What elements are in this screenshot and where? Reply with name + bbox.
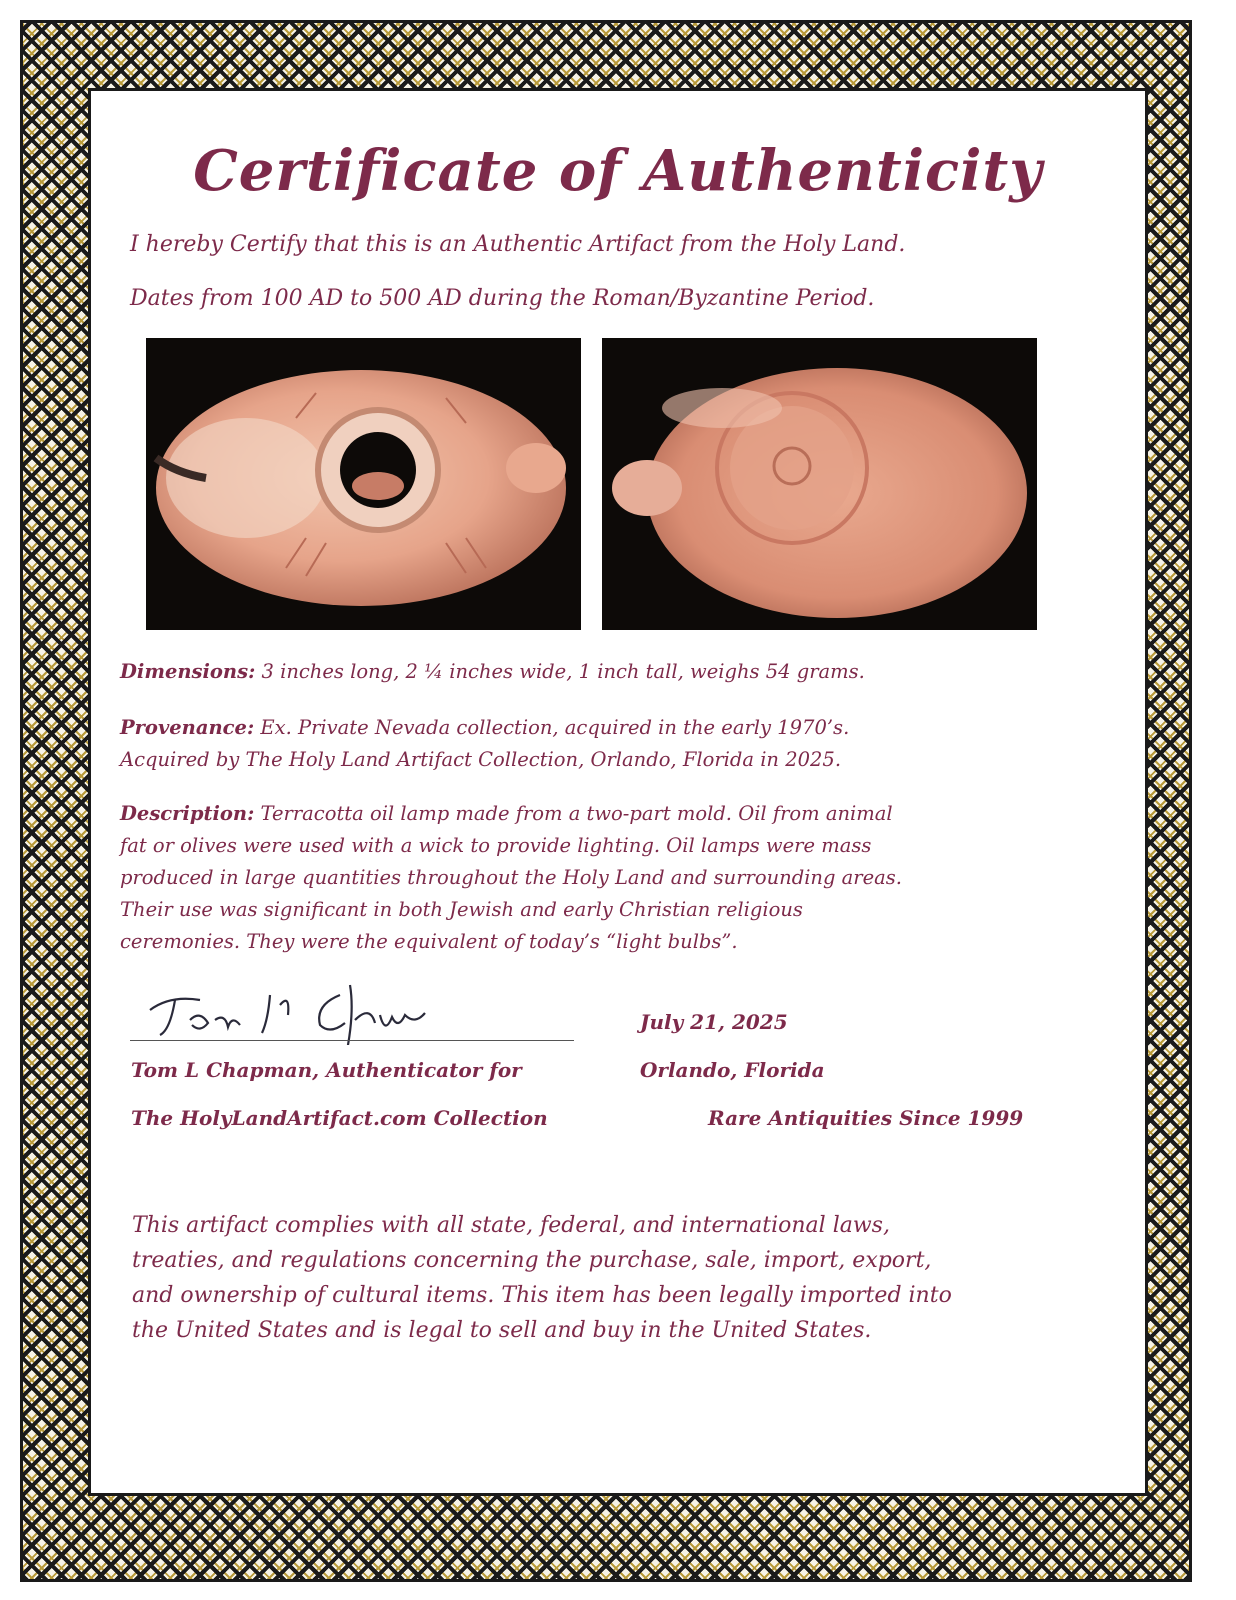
handwritten-signature: [130, 975, 574, 1045]
description-text-5: ceremonies. They were the equivalent of today’s “light bulbs”.: [120, 930, 738, 953]
description-text-1: Terracotta oil lamp made from a two-part mold. Oil from animal: [260, 802, 893, 825]
legal-line-4: the United States and is legal to sell and buy in the United States.: [132, 1318, 872, 1343]
intro-line-1: I hereby Certify that this is an Authentic Artifact from the Holy Land.: [130, 232, 906, 257]
authenticator-name: Tom L Chapman, Authenticator for: [131, 1058, 522, 1082]
legal-line-3: and ownership of cultural items. This item has been legally imported into: [132, 1283, 952, 1308]
tagline: Rare Antiquities Since 1999: [708, 1106, 1024, 1130]
authenticator-org: The HolyLandArtifact.com Collection: [131, 1106, 548, 1130]
provenance-text-2: Acquired by The Holy Land Artifact Collection, Orlando, Florida in 2025.: [120, 748, 842, 771]
description-paragraph: [120, 798, 1080, 958]
signature-line: [130, 1040, 574, 1041]
certificate-location: Orlando, Florida: [640, 1058, 825, 1082]
certificate-date: July 21, 2025: [640, 1010, 788, 1034]
certificate-title: Certificate of Authenticity: [193, 138, 1043, 204]
dimensions-text: 3 inches long, 2 ¼ inches wide, 1 inch tall, weighs 54 grams.: [261, 660, 865, 683]
dimensions-label: Dimensions:: [120, 660, 256, 683]
artifact-photo-bottom: [602, 338, 1037, 630]
artifact-photo-top: [146, 338, 581, 630]
dimensions-paragraph: [120, 656, 1080, 688]
provenance-text-1: Ex. Private Nevada collection, acquired in the early 1970’s.: [260, 716, 850, 739]
description-text-2: fat or olives were used with a wick to provide lighting. Oil lamps were mass: [120, 834, 872, 857]
legal-line-2: treaties, and regulations concerning the purchase, sale, import, export,: [132, 1248, 932, 1273]
legal-statement: [132, 1208, 1092, 1348]
legal-line-1: This artifact complies with all state, federal, and international laws,: [132, 1213, 890, 1238]
provenance-paragraph: [120, 712, 1080, 776]
description-text-3: produced in large quantities throughout the Holy Land and surrounding areas.: [120, 866, 902, 889]
description-label: Description:: [120, 802, 255, 825]
description-text-4: Their use was significant in both Jewish and early Christian religious: [120, 898, 803, 921]
provenance-label: Provenance:: [120, 716, 255, 739]
intro-line-2: Dates from 100 AD to 500 AD during the Roman/Byzantine Period.: [130, 286, 875, 311]
